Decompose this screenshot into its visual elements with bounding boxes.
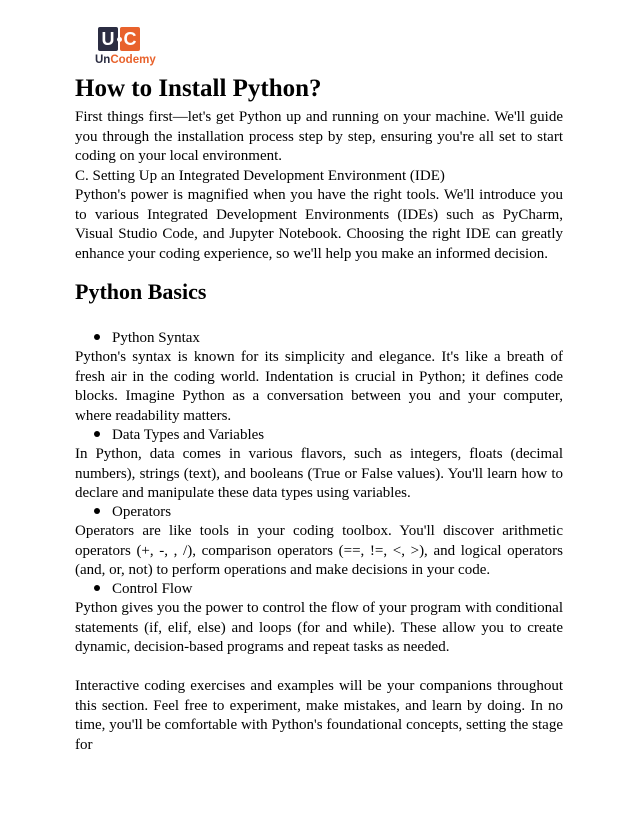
closing-paragraph: Interactive coding exercises and examples will be your companions throughout this section. Feel free to experiment, make mistakes, and learn by doing. In no time, you'll be comfortable with Python's foundational concepts, setting the stage for	[75, 678, 563, 753]
bullet-dot-icon	[94, 334, 100, 340]
logo-mark-icon	[98, 27, 141, 51]
syntax-paragraph: Python's syntax is known for its simplicity and elegance. It's like a breath of fresh air in the coding world. Indentation is crucial in Python; it defines code blocks. Imagine Python as a conversation between you and your computer, where readability matters.	[75, 349, 563, 424]
bullet-label: Operators	[112, 504, 172, 520]
bullet-label: Data Types and Variables	[112, 427, 265, 443]
basics-heading: Python Basics	[75, 279, 207, 304]
bullet-dot-icon	[94, 431, 100, 437]
ide-subheading: C. Setting Up an Integrated Development Environment (IDE)	[75, 168, 445, 184]
install-heading: How to Install Python?	[75, 75, 322, 102]
install-intro-paragraph: First things first—let's get Python up and running on your machine. We'll guide you through the installation process step by step, ensuring you're all set to start coding on your local environment.	[75, 109, 563, 164]
logo-tile-c: C	[120, 27, 140, 51]
bullet-dot-icon	[94, 585, 100, 591]
bullet-python-syntax	[75, 329, 200, 349]
uncodemy-logo	[95, 27, 170, 67]
control-flow-paragraph: Python gives you the power to control the flow of your program with conditional statements (if, elif, else) and loops (for and while). These allow you to create dynamic, decision-based programs and repeat tasks as needed.	[75, 600, 563, 655]
bullet-dot-icon	[94, 508, 100, 514]
bullet-control-flow	[75, 580, 192, 600]
operators-paragraph: Operators are like tools in your coding toolbox. You'll discover arithmetic operators (+, -, , /), comparison operators (==, !=, <, >), and logical operators (and, or, not) to perform operations and make decisions in your code.	[75, 523, 563, 578]
logo-tile-u: U	[98, 27, 118, 51]
bullet-label: Python Syntax	[112, 330, 200, 346]
logo-word-un: Un	[95, 54, 111, 66]
logo-word-codemy: Codemy	[110, 54, 156, 66]
bullet-label: Control Flow	[112, 581, 193, 597]
ide-paragraph: Python's power is magnified when you have the right tools. We'll introduce you to various Integrated Development Environments (IDEs) such as PyCharm, Visual Studio Code, and Jupyter Notebook. Choosing the right IDE can greatly enhance your coding experience, so we'll help you make an informed decision.	[75, 187, 563, 262]
bullet-operators	[75, 503, 171, 523]
logo-wordmark	[95, 54, 156, 67]
logo-dot-icon	[117, 37, 122, 42]
bullet-data-types	[75, 426, 264, 446]
data-types-paragraph: In Python, data comes in various flavors, such as integers, floats (decimal numbers), strings (text), and booleans (True or False values). You'll learn how to declare and manipulate these data types using variables.	[75, 446, 563, 501]
